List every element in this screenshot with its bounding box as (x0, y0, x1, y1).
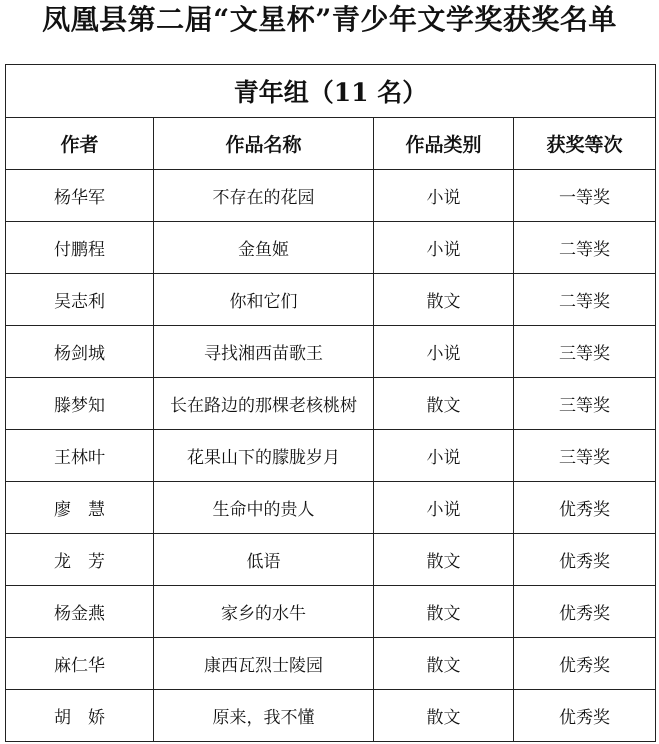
author-cell: 胡 娇 (6, 690, 154, 742)
group-title-row (6, 65, 656, 118)
author-cell: 王林叶 (6, 430, 154, 482)
work-title-cell: 你和它们 (154, 274, 374, 326)
table-row (6, 274, 656, 326)
award-level-cell: 优秀奖 (514, 482, 656, 534)
work-title-cell: 家乡的水牛 (154, 586, 374, 638)
column-header-author: 作者 (6, 118, 154, 170)
document-title: 凤凰县第二届“文星杯”青少年文学奖获奖名单 (42, 3, 617, 36)
award-level-cell: 优秀奖 (514, 638, 656, 690)
work-title-cell: 康西瓦烈士陵园 (154, 638, 374, 690)
award-winners-table (5, 64, 656, 742)
group-title: 青年组（11 名） (6, 65, 656, 118)
award-level-cell: 三等奖 (514, 430, 656, 482)
category-cell: 散文 (374, 274, 514, 326)
column-header-work-title: 作品名称 (154, 118, 374, 170)
category-cell: 小说 (374, 430, 514, 482)
table-row (6, 690, 656, 742)
table-row (6, 534, 656, 586)
work-title-cell: 不存在的花园 (154, 170, 374, 222)
table-row (6, 482, 656, 534)
author-cell: 吴志利 (6, 274, 154, 326)
table-row (6, 170, 656, 222)
author-cell: 廖 慧 (6, 482, 154, 534)
award-level-cell: 一等奖 (514, 170, 656, 222)
column-header-category: 作品类别 (374, 118, 514, 170)
work-title-cell: 长在路边的那棵老核桃树 (154, 378, 374, 430)
author-cell: 杨金燕 (6, 586, 154, 638)
table-header-row (6, 118, 656, 170)
category-cell: 小说 (374, 326, 514, 378)
table-row (6, 222, 656, 274)
author-cell: 杨剑城 (6, 326, 154, 378)
award-level-cell: 三等奖 (514, 326, 656, 378)
award-level-cell: 优秀奖 (514, 690, 656, 742)
table-row (6, 378, 656, 430)
category-cell: 小说 (374, 222, 514, 274)
category-cell: 小说 (374, 170, 514, 222)
category-cell: 散文 (374, 586, 514, 638)
category-cell: 小说 (374, 482, 514, 534)
category-cell: 散文 (374, 378, 514, 430)
author-cell: 滕梦知 (6, 378, 154, 430)
author-cell: 付鹏程 (6, 222, 154, 274)
award-level-cell: 优秀奖 (514, 534, 656, 586)
work-title-cell: 低语 (154, 534, 374, 586)
award-level-cell: 二等奖 (514, 222, 656, 274)
column-header-award-level: 获奖等次 (514, 118, 656, 170)
table-body (6, 170, 656, 742)
category-cell: 散文 (374, 690, 514, 742)
work-title-cell: 金鱼姬 (154, 222, 374, 274)
award-level-cell: 二等奖 (514, 274, 656, 326)
work-title-cell: 原来，我不懂 (154, 690, 374, 742)
author-cell: 龙 芳 (6, 534, 154, 586)
work-title-cell: 寻找湘西苗歌王 (154, 326, 374, 378)
table-row (6, 326, 656, 378)
category-cell: 散文 (374, 534, 514, 586)
author-cell: 杨华军 (6, 170, 154, 222)
work-title-cell: 生命中的贵人 (154, 482, 374, 534)
work-title-cell: 花果山下的朦胧岁月 (154, 430, 374, 482)
award-level-cell: 三等奖 (514, 378, 656, 430)
category-cell: 散文 (374, 638, 514, 690)
award-level-cell: 优秀奖 (514, 586, 656, 638)
author-cell: 麻仁华 (6, 638, 154, 690)
table-row (6, 586, 656, 638)
table-row (6, 638, 656, 690)
table-row (6, 430, 656, 482)
